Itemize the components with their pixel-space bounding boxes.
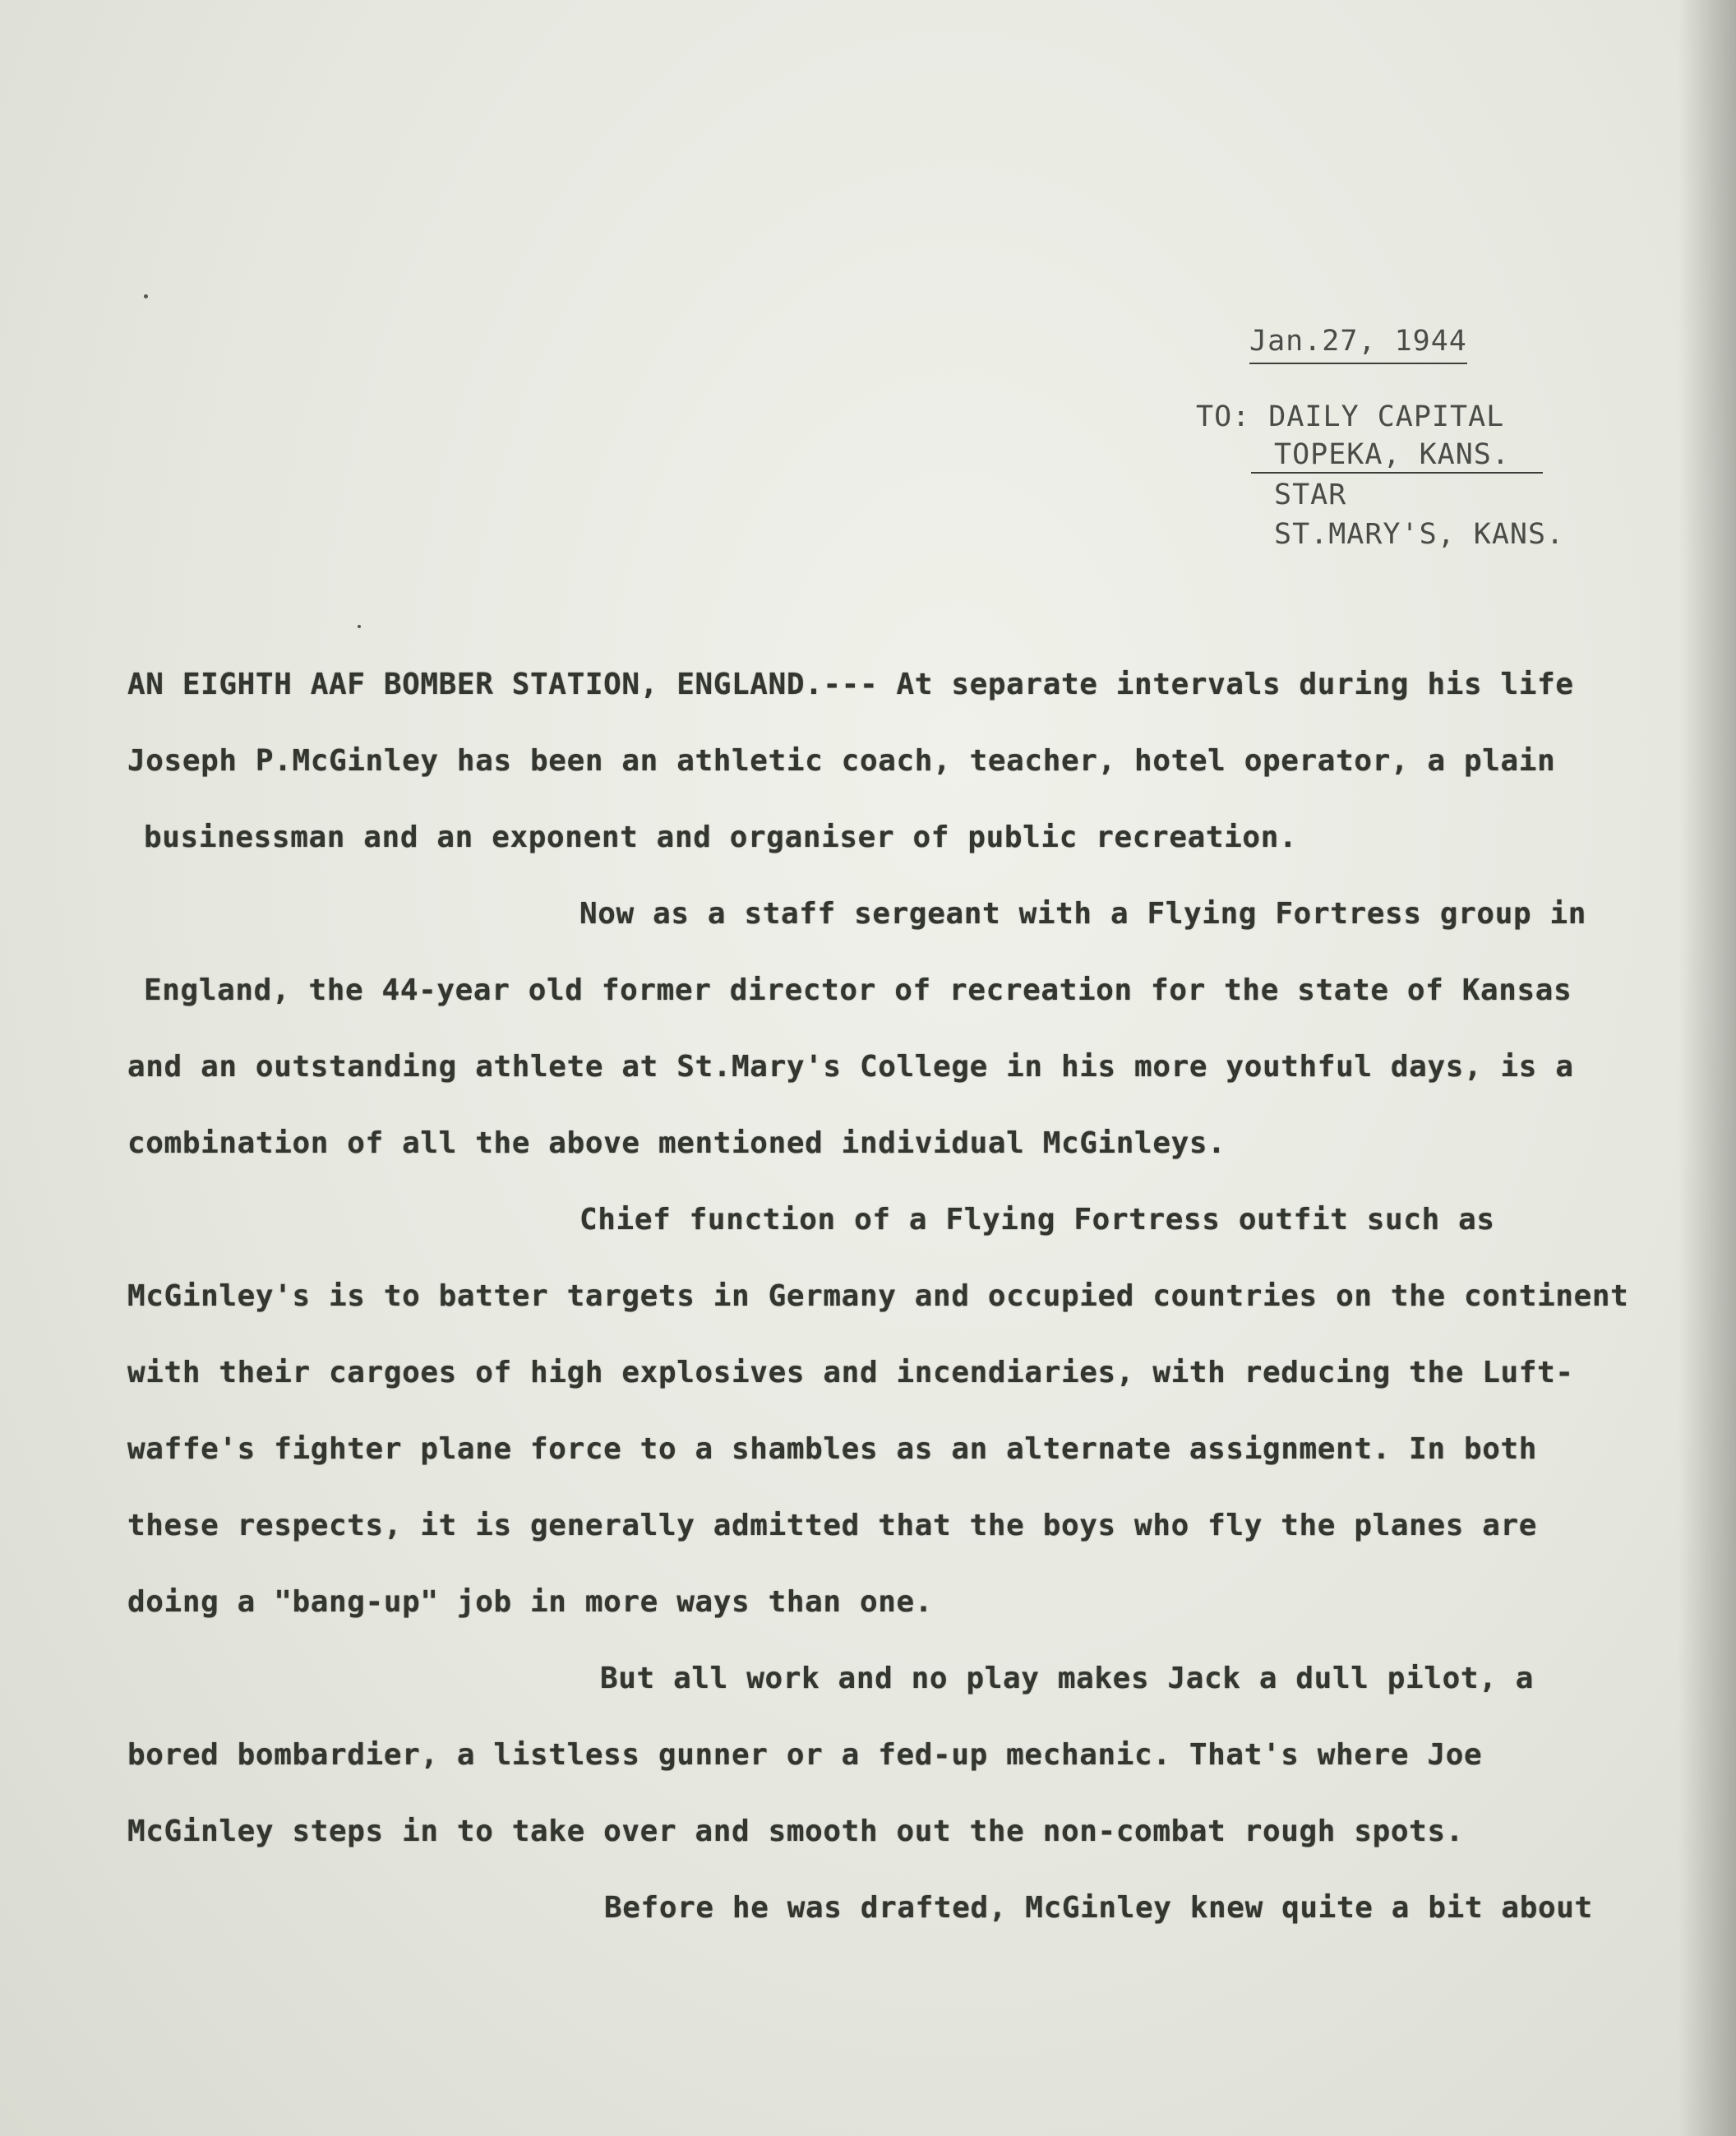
addressee-line-2: TOPEKA, KANS.: [1274, 438, 1510, 471]
date-text: Jan.27, 1944: [1249, 325, 1467, 358]
date-underline: [1249, 363, 1467, 364]
addressee-line-1: TO: DAILY CAPITAL: [1196, 400, 1505, 433]
document-date: [1249, 325, 1467, 358]
addressee-line-3: STAR: [1274, 479, 1347, 511]
body-line-1: AN EIGHTH AAF BOMBER STATION, ENGLAND.--- At separate intervals during his life: [127, 668, 1574, 701]
body-line-9: McGinley's is to batter targets in Germany and occupied countries on the continent: [127, 1279, 1629, 1313]
page-edge-shadow: [1678, 0, 1736, 2136]
body-line-10: with their cargoes of high explosives and incendiaries, with reducing the Luft-: [127, 1356, 1574, 1389]
body-line-13: doing a "bang-up" job in more ways than one.: [127, 1585, 934, 1619]
body-line-7: combination of all the above mentioned individual McGinleys.: [127, 1126, 1226, 1160]
body-line-14: But all work and no play makes Jack a dull pilot, a: [600, 1662, 1534, 1695]
body-line-4: Now as a staff sergeant with a Flying Fortress group in: [579, 897, 1587, 931]
addressee-underline: [1251, 472, 1543, 474]
paper-speck: [144, 294, 148, 298]
body-line-3: businessman and an exponent and organiser of public recreation.: [144, 821, 1298, 854]
body-line-15: bored bombardier, a listless gunner or a fed-up mechanic. That's where Joe: [127, 1738, 1483, 1772]
paper-speck: [358, 625, 361, 628]
body-line-5: England, the 44-year old former director of recreation for the state of Kansas: [144, 973, 1572, 1007]
body-line-8: Chief function of a Flying Fortress outfit such as: [579, 1203, 1495, 1237]
body-line-12: these respects, it is generally admitted that the boys who fly the planes are: [127, 1509, 1538, 1542]
body-line-6: and an outstanding athlete at St.Mary's College in his more youthful days, is a: [127, 1050, 1574, 1084]
addressee-line-4: ST.MARY'S, KANS.: [1274, 518, 1565, 551]
body-line-17: Before he was drafted, McGinley knew quite a bit about: [604, 1891, 1593, 1925]
body-line-16: McGinley steps in to take over and smooth out the non-combat rough spots.: [127, 1815, 1464, 1848]
body-line-11: waffe's fighter plane force to a shambles as an alternate assignment. In both: [127, 1432, 1538, 1466]
body-line-2: Joseph P.McGinley has been an athletic coach, teacher, hotel operator, a plain: [127, 744, 1556, 778]
